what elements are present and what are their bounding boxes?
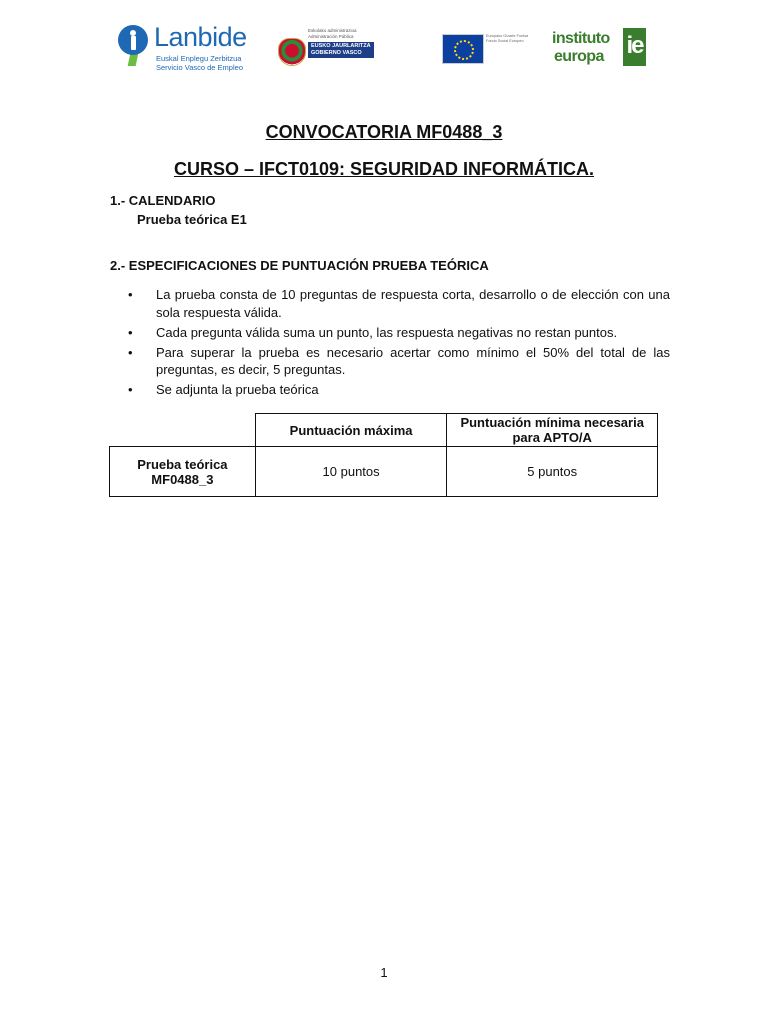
table-row-label: [110, 447, 256, 497]
gobierno-vasco-small-line2: Administración Pública: [308, 33, 354, 39]
gobierno-vasco-line2: GOBIERNO VASCO: [311, 50, 362, 56]
lanbide-logo-line2: Servicio Vasco de Empleo: [156, 63, 243, 72]
bullet-icon: •: [128, 382, 133, 397]
table-row: [110, 447, 658, 497]
bullet-icon: •: [128, 287, 133, 302]
basque-coat-of-arms-icon: [278, 38, 306, 66]
table-header-min: Puntuación mínima necesaria para APTO/A: [447, 414, 658, 447]
eu-logo-line2: Fondo Social Europeo: [486, 39, 524, 43]
list-item: [128, 286, 670, 321]
list-item-text: Para superar la prueba es necesario acertar como mínimo el 50% del total de las preguntas, es decir, 5 preguntas.: [156, 344, 670, 377]
gobierno-vasco-bar: [308, 42, 374, 58]
table-row-label-line1: Prueba teórica: [137, 456, 228, 472]
ie-word-europa: europa: [554, 48, 604, 65]
section-especificaciones-heading: 2.- ESPECIFICACIONES DE PUNTUACIÓN PRUEBA TEÓRICA: [110, 258, 489, 273]
specifications-list: [128, 286, 670, 401]
ie-word-instituto: instituto: [552, 30, 610, 47]
european-union-logo: [442, 34, 542, 64]
table-row-label-line2: MF0488_3: [151, 471, 214, 487]
gobierno-vasco-small-text: [308, 28, 357, 39]
table-header-row: [110, 414, 658, 447]
section-calendario-heading: 1.- CALENDARIO: [110, 193, 216, 208]
gobierno-vasco-small-line1: Eskolako administrazioa: [308, 28, 357, 33]
list-item-text: Cada pregunta válida suma un punto, las respuesta negativas no restan puntos.: [156, 324, 618, 340]
ie-mark-icon: ie: [623, 28, 646, 66]
bullet-icon: •: [128, 324, 133, 340]
eu-logo-text: [486, 34, 528, 44]
table-header-empty-cell: [110, 414, 256, 447]
eu-logo-line1: Europako Gizarte Funtsa: [486, 34, 529, 38]
scoring-table: [109, 413, 658, 497]
list-item-text: Se adjunta la prueba teórica: [156, 382, 319, 397]
course-title: CURSO – IFCT0109: SEGURIDAD INFORMÁTICA.: [173, 159, 595, 179]
table-header-max: Puntuación máxima: [255, 414, 447, 447]
table-cell-max: 10 puntos: [255, 447, 447, 497]
lanbide-logo-subtitle: [156, 54, 243, 72]
instituto-europa-logo: [552, 28, 652, 72]
bullet-icon: •: [128, 344, 133, 360]
page-number: 1: [380, 965, 388, 980]
table-cell-min: 5 puntos: [447, 447, 658, 497]
calendario-item: Prueba teórica E1: [137, 212, 247, 227]
list-item: [128, 324, 670, 342]
header-logos: [0, 20, 768, 76]
eu-flag-icon: [442, 34, 484, 64]
list-item: [128, 344, 670, 379]
instituto-europa-words: [552, 30, 610, 66]
list-item-text: La prueba consta de 10 preguntas de respuesta corta, desarrollo o de elección con una sola respuesta válida.: [156, 287, 670, 320]
lanbide-logo: [116, 22, 246, 74]
list-item: [128, 381, 670, 399]
eu-stars-icon: [454, 40, 474, 60]
gobierno-vasco-logo: [278, 28, 378, 68]
lanbide-logo-name: Lanbide: [154, 22, 247, 52]
lanbide-logo-line1: Euskal Enplegu Zerbitzua: [156, 54, 242, 63]
document-title: CONVOCATORIA MF0488_3: [265, 122, 503, 142]
gobierno-vasco-line1: EUSKO JAURLARITZA: [311, 43, 371, 49]
lanbide-person-icon: [118, 25, 148, 55]
